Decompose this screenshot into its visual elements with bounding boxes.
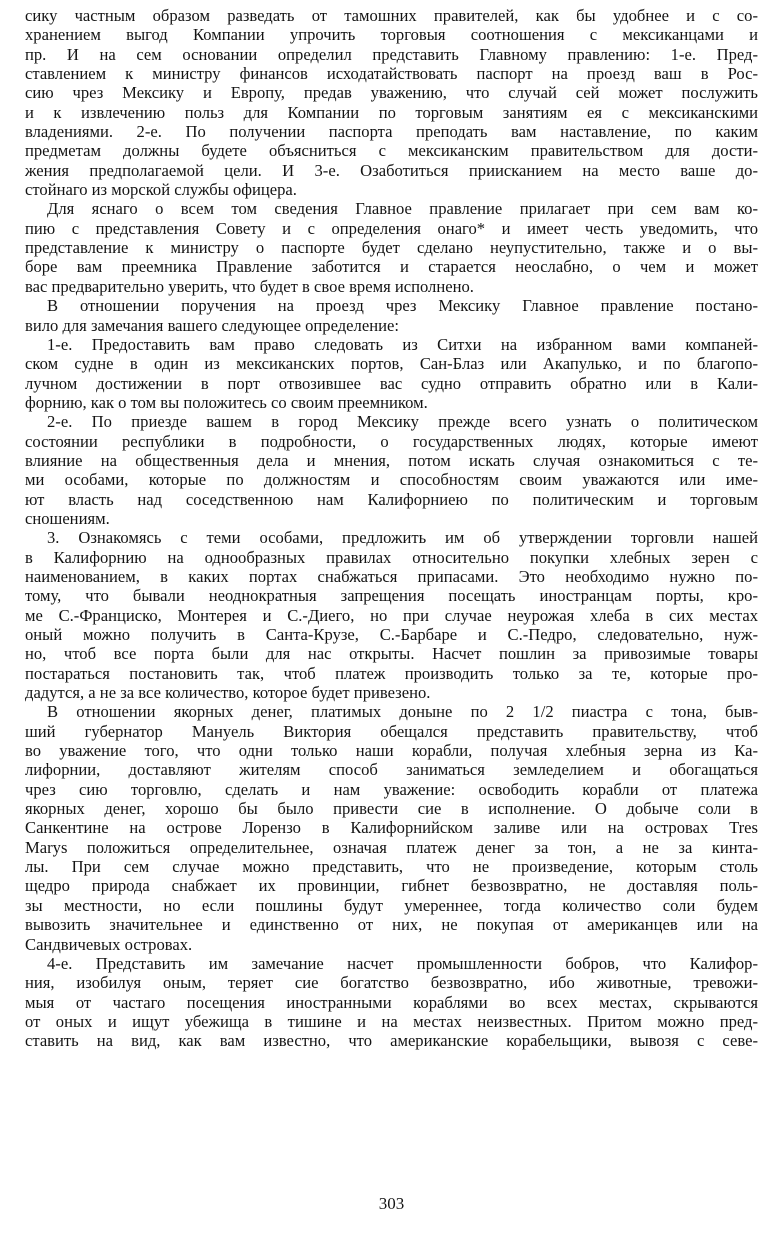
text-line: лучном достижении в порт отвозившее вас судно отправить обратно или в Кали- — [25, 373, 758, 393]
text-line: влияние на общественныя дела и мнения, потом искать случая ознакомиться с те- — [25, 450, 758, 470]
text-line: якорных денег, хорошо бы было привести сие в исполнение. О добыче соли в — [25, 799, 758, 819]
text-line: 1-е. Предоставить вам право следовать из Ситхи на избранном вами компаней- — [47, 334, 758, 354]
paragraph-item-3 — [25, 528, 758, 702]
text-line: щедро природа снабжает их провинции, гибнет безвозвратно, не доставляя поль- — [25, 876, 758, 896]
text-line: ме С.-Франциско, Монтерея и С.-Диего, но при случае неурожая хлеба в сих местах — [25, 605, 758, 625]
text-line: В отношении якорных денег, платимых доныне по 2 1/2 пиастра с тона, быв- — [47, 702, 758, 722]
paragraph-item-4 — [25, 954, 758, 1051]
text-line: вило для замечания вашего следующее определение: — [25, 315, 399, 335]
paragraph-mexico-decision — [25, 296, 758, 335]
text-line: боре вам преемника Правление заботится и старается неослабно, о чем и может — [25, 257, 758, 277]
text-line: тому, что бывали неоднократныя запрещения посещать иностранцам порты, кро- — [25, 586, 758, 606]
text-line: 3. Ознакомясь с теми особами, предложить им об утверждении торговли нашей — [47, 528, 758, 548]
text-line: во уважение того, что одни только наши корабли, получая хлебныя зерна из Ка- — [25, 741, 758, 761]
text-line: ми особами, которые по должностям и способностям своим уважаются или име- — [25, 470, 758, 490]
text-line: Санкентине на острове Лорензо в Калифорнийском заливе или на островах Tres — [25, 818, 758, 838]
text-line: вас предварительно уверить, что будет в свое время исполнено. — [25, 276, 474, 296]
text-line: В отношении поручения на проезд чрез Мексику Главное правление постано- — [47, 296, 758, 316]
text-line: Сандвичевых островах. — [25, 934, 193, 954]
text-line: дадутся, а не за все количество, которое будет привезено. — [25, 683, 431, 703]
text-line: вывозить значительнее и единственно от них, не покупая от американцев или на — [25, 915, 758, 935]
text-line: и к извлечению польз для Компании по торговым занятиям ея с мексиканскими — [25, 102, 758, 122]
text-line: лы. При сем случае можно представить, что не произведение, которым столь — [25, 857, 758, 877]
text-line: ставить на вид, как вам известно, что американские корабельщики, вывозя с севе- — [25, 1031, 758, 1051]
text-line: наименованием, в каких портах снабжаться припасами. Это необходимо нужно по- — [25, 566, 758, 586]
text-line: ставлением к министру финансов исходатайствовать паспорт на проезд ваш в Рос- — [25, 64, 758, 84]
page-number: 303 — [378, 1194, 405, 1213]
text-line: представление к министру о паспорте будет сделано неупустительно, также и о вы- — [25, 238, 758, 258]
text-line: владениями. 2-е. По получении паспорта преподать вам наставление, по каким — [25, 122, 758, 142]
paragraph-item-1 — [25, 335, 758, 412]
text-line: состоянии республики в подробности, о государственных людях, которые имеют — [25, 431, 758, 451]
text-line: ском судне в один из мексиканских портов, Сан-Блаз или Акапулько, и по благопо- — [25, 354, 758, 374]
text-line: предметам должны будете объясниться с мексиканским правительством для дости- — [25, 141, 758, 161]
text-line: пр. И на сем основании определил представить Главному правлению: 1-е. Пред- — [25, 44, 758, 64]
text-line: постараться постановить так, чтоб платеж производить только за те, которые про- — [25, 663, 758, 683]
text-line: Marys положиться определительнее, означая платеж денег за тон, а не за кинта- — [25, 837, 758, 857]
text-line: Для яснаго о всем том сведения Главное правление прилагает при сем вам ко- — [47, 199, 758, 219]
text-line: зы местности, но если пошлины будут умереннее, тогда количество соли будем — [25, 895, 758, 915]
text-line: но, чтоб все порта были для нас открыты. Насчет пошлин за привозимые товары — [25, 644, 758, 664]
paragraph-continuation — [25, 6, 758, 199]
text-line: форнию, как о том вы положитесь со своим преемником. — [25, 392, 428, 412]
text-line: ния, изобилуя оным, теряет сие богатство безвозвратно, ибо животные, тревожи- — [25, 973, 758, 993]
text-line: сию чрез Мексику и Европу, предав уважению, что случай сей может послужить — [25, 83, 758, 103]
text-line: ют власть над соседственною нам Калифорниею по политическим и торговым — [25, 489, 758, 509]
text-line: пию с представления Совету и с определения онаго* и имеет честь уведомить, что — [25, 218, 758, 238]
text-line: лифорнии, доставляют жителям способ заниматься земледелием и обогащаться — [25, 760, 758, 780]
text-line: сношениям. — [25, 508, 110, 528]
text-line: оный можно получить в Санта-Крузе, С.-Барбаре и С.-Педро, следовательно, нуж- — [25, 625, 758, 644]
text-line: 2-е. По приезде вашем в город Мексику прежде всего узнать о политическом — [47, 412, 758, 432]
text-line: жения предполагаемой цели. И 3-е. Озаботиться приисканием на место ваше до- — [25, 160, 758, 180]
document-body — [25, 6, 758, 1051]
paragraph-item-2 — [25, 412, 758, 528]
text-line: ший губернатор Мануель Виктория обещался представить правительству, чтоб — [25, 721, 758, 741]
text-line: мыя от частаго посещения иностранными кораблями во всех местах, скрываются — [25, 992, 758, 1012]
text-line: 4-е. Представить им замечание насчет промышленности бобров, что Калифор- — [47, 953, 758, 973]
text-line: чрез сию торговлю, сделать и нам уважение: освободить корабли от платежа — [25, 779, 758, 799]
paragraph-passport-notice — [25, 199, 758, 296]
text-line: стойнаго из морской службы офицера. — [25, 180, 297, 200]
paragraph-anchor-fees — [25, 702, 758, 953]
text-line: в Калифорнию на однообразных правилах относительно покупки хлебных зерен с — [25, 547, 758, 567]
text-line: сику частным образом разведать от тамошних правителей, как бы удобнее и с со- — [25, 6, 758, 25]
text-line: хранением выгод Компании упрочить торговыя соотношения с мексиканцами и — [25, 25, 758, 45]
text-line: от оных и ищут убежища в тишине и на местах неизвестных. Притом можно пред- — [25, 1011, 758, 1031]
